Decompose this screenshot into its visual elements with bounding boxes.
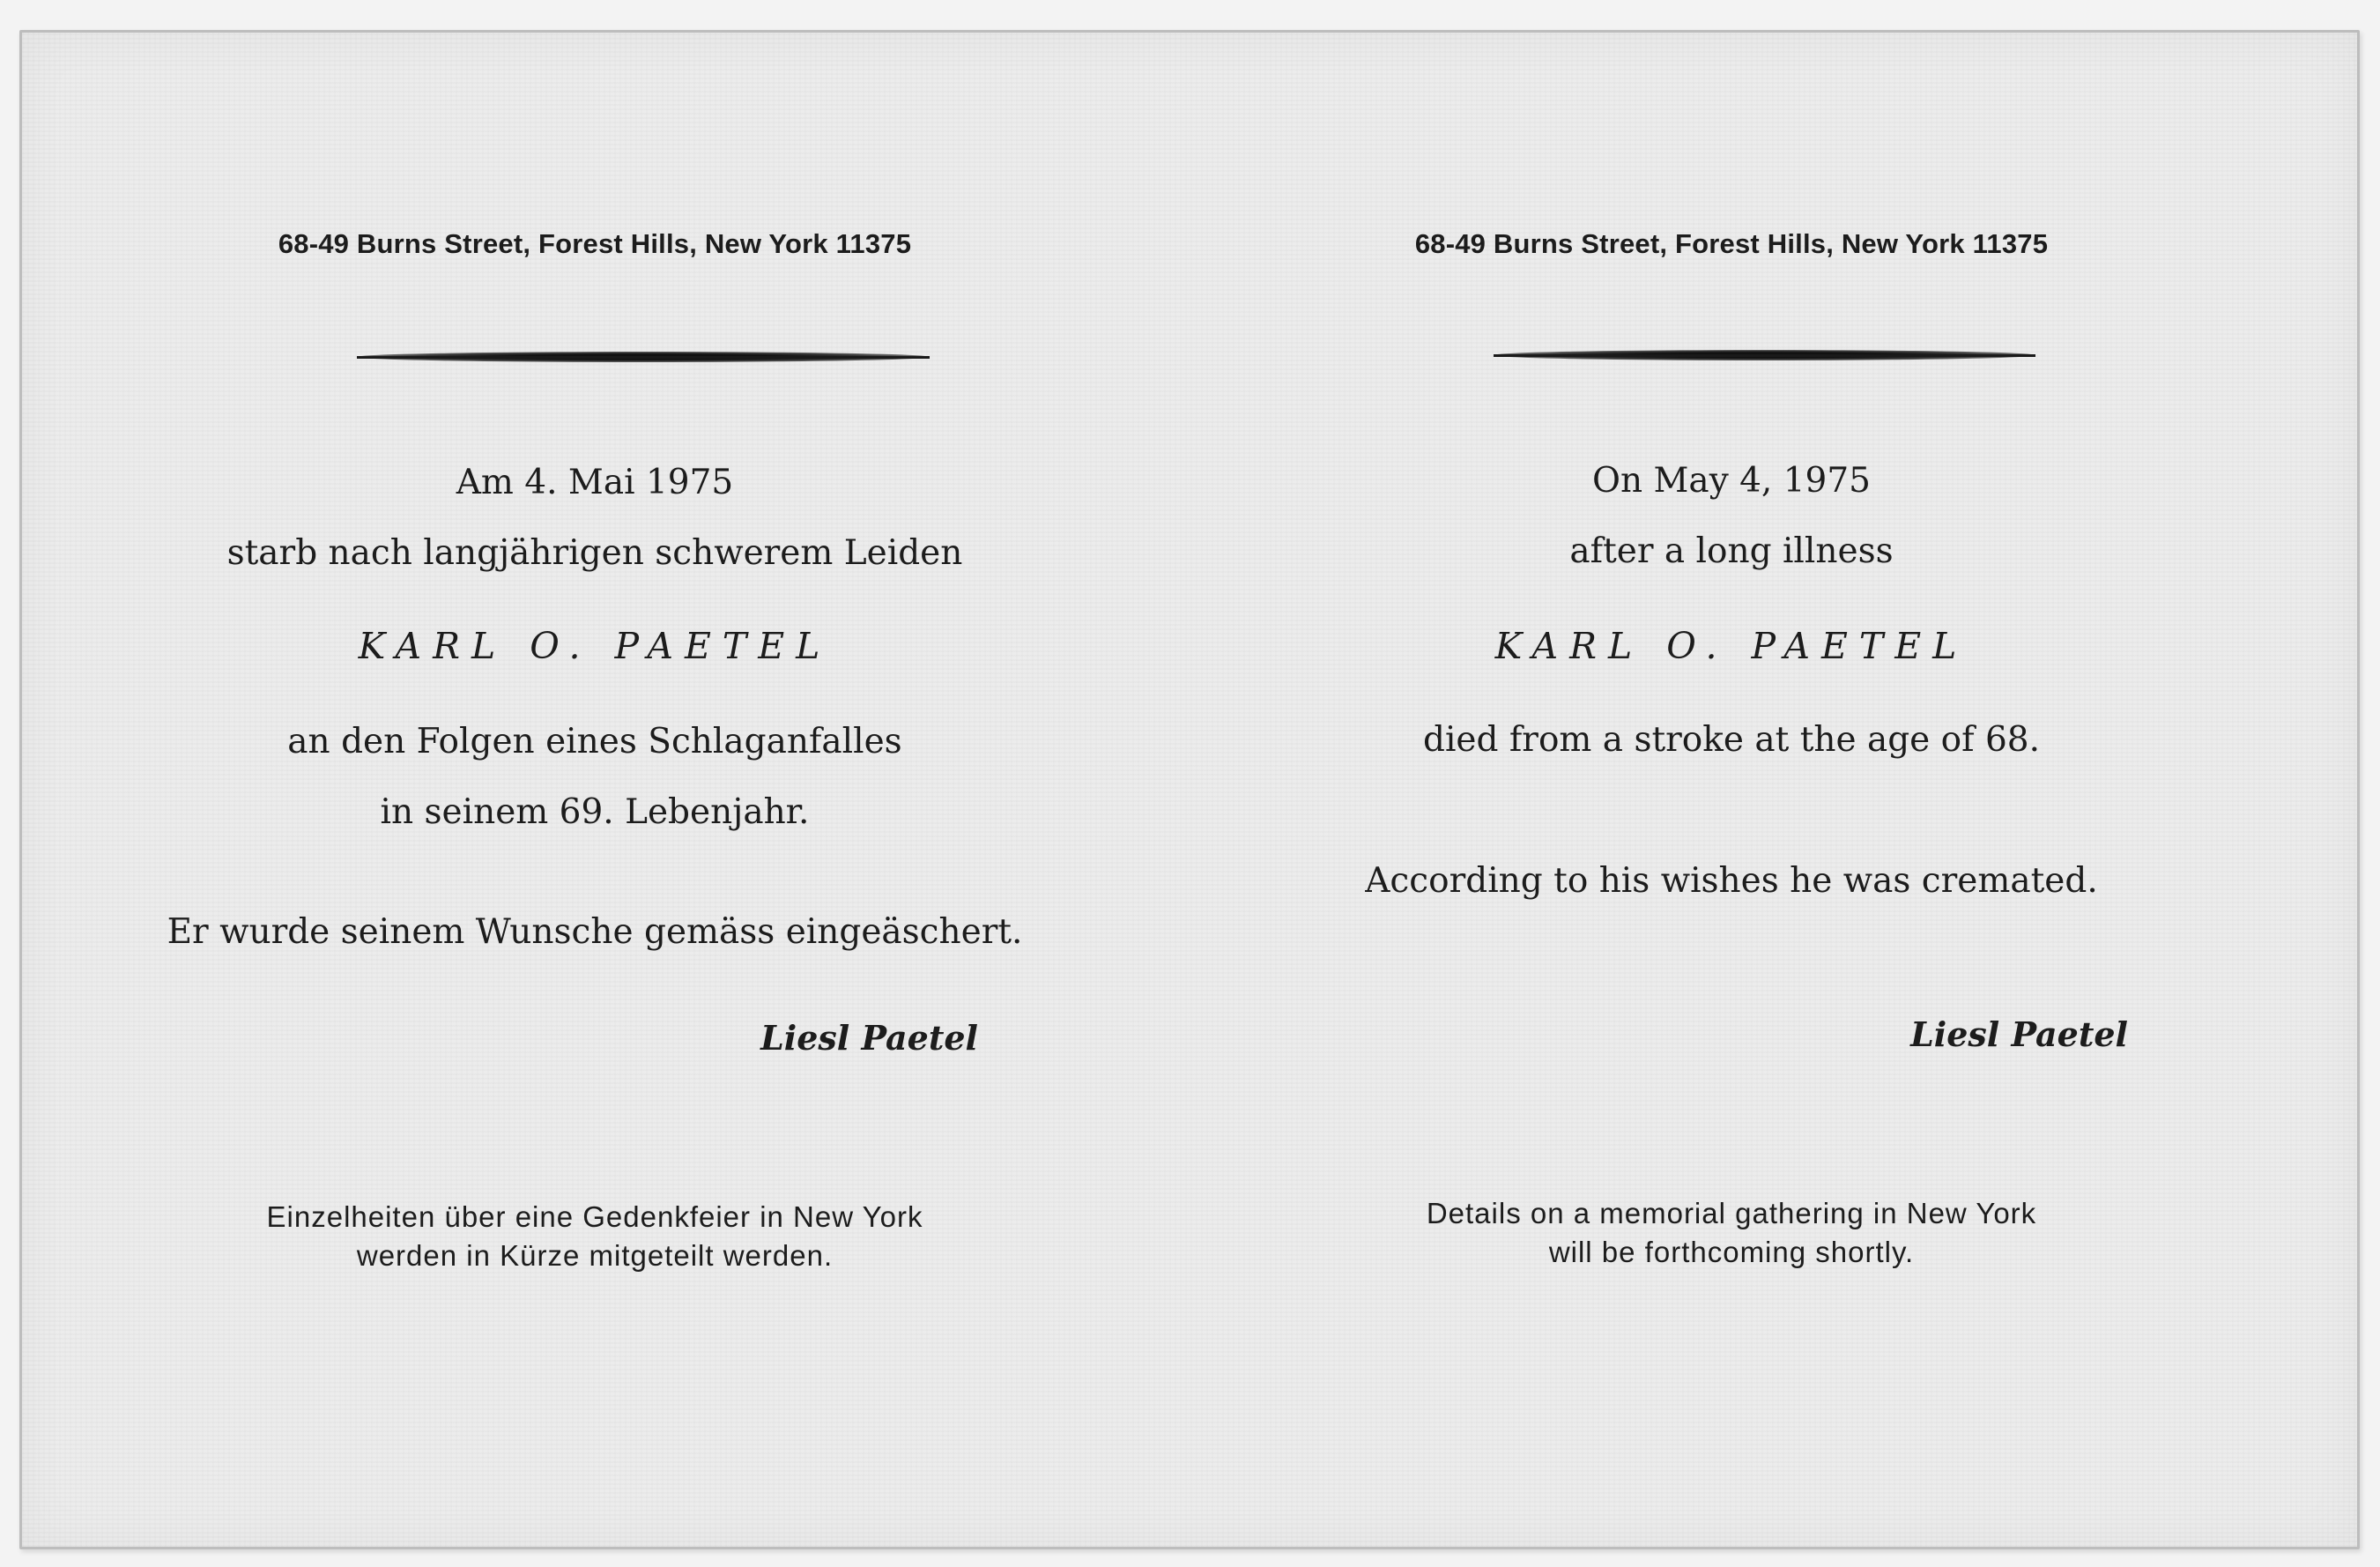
illness-line-english: after a long illness xyxy=(1569,531,1894,571)
divider-rule-line-german xyxy=(357,356,930,359)
illness-line-german: starb nach langjährigen schwerem Leiden xyxy=(226,533,963,573)
cause-line-german: an den Folgen eines Schlaganfalles xyxy=(287,722,902,761)
memorial-note-line1-english: Details on a memorial gathering in New York xyxy=(1426,1197,2037,1229)
address-english: 68-49 Burns Street, Forest Hills, New York 11375 xyxy=(1414,228,2049,259)
age-line-german: in seinem 69. Lebenjahr. xyxy=(380,792,810,832)
cremation-line-english: According to his wishes he was cremated. xyxy=(1365,861,2098,901)
death-announcement-card xyxy=(19,30,2360,1549)
address-german: 68-49 Burns Street, Forest Hills, New York 11375 xyxy=(278,228,912,259)
cremation-line-german: Er wurde seinem Wunsche gemäss eingeäschert. xyxy=(167,912,1023,952)
english-column xyxy=(1159,33,2304,1547)
memorial-note-line2-english: will be forthcoming shortly. xyxy=(1548,1236,1915,1268)
memorial-note-line2-german: werden in Kürze mitgeteilt werden. xyxy=(356,1239,834,1272)
date-line-english: On May 4, 1975 xyxy=(1592,461,1871,501)
signature-german: Liesl Paetel xyxy=(760,1018,978,1058)
cause-line-english: died from a stroke at the age of 68. xyxy=(1422,720,2040,760)
german-column xyxy=(22,33,1168,1547)
date-line-german: Am 4. Mai 1975 xyxy=(456,463,734,502)
signature-english: Liesl Paetel xyxy=(1910,1014,2128,1054)
divider-rule-line-english xyxy=(1494,354,2035,357)
deceased-name-german: KARL O. PAETEL xyxy=(358,625,832,667)
deceased-name-english: KARL O. PAETEL xyxy=(1494,625,1969,667)
memorial-note-line1-german: Einzelheiten über eine Gedenkfeier in New York xyxy=(266,1200,923,1233)
